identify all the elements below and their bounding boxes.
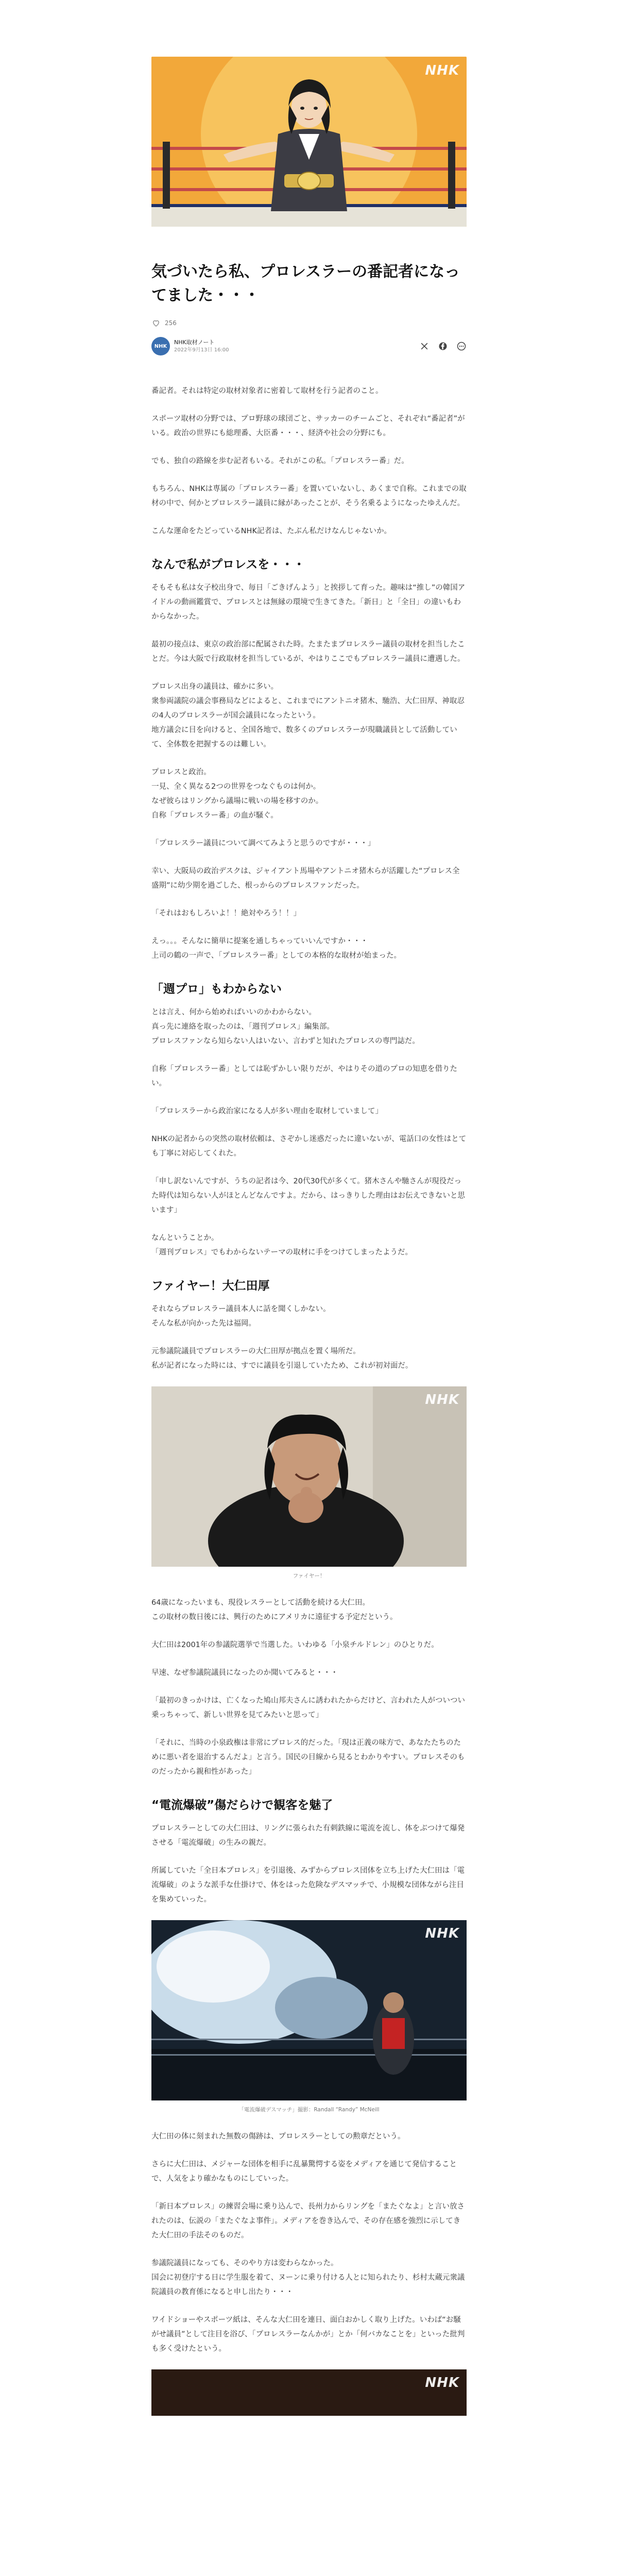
article-title: 気づいたら私、プロレスラーの番記者になってました・・・ [151,263,460,304]
paragraph: でも、独自の路線を歩む記者もいる。それがこの私。「プロレスラー番」だ。 [151,457,409,465]
hero-illustration [151,57,467,227]
photo-deathmatch-caption: 「電流爆破デスマッチ」撮影：Randall “Randy” McNeill [238,2107,380,2113]
paragraph: 自称「プロレスラー番」としては恥ずかしい限りだが、やはりその道のプロの知恵を借りたい。 [151,1065,458,1088]
fire-section [151,1302,467,1373]
paragraph: 参議院議員になっても、そのやり方は変わらなかった。 国会に初登庁する日に学生服を着て、ヌーンに乗り付ける人とに知られたり、杉村太蔵元衆議院議員の教育係になると申し出たり・・・ [151,2259,465,2296]
article-body [151,384,467,2421]
nhk-logo-photo3: NHK [425,2375,459,2391]
paragraph: もちろん、NHKは専属の「プロレスラー番」を置いていないし、あくまで自称。これまでの取材の中で、何かとプロレスラー議員に縁があったことが、そう名乗るようになったゆえんだ。 [151,485,467,507]
paragraph: そもそも私は女子校出身で、毎日「ごきげんよう」と挨拶して育った。趣味は“推し”の韓国アイドルの動画鑑賞で、プロレスとは無縁の環境で生きてきた。「新日」と「全日」の違いもわからなかった。 [151,584,466,621]
paragraph: 大仁田は2001年の参議院選挙で当選した。いわゆる「小泉チルドレン」のひとりだ。 [151,1641,439,1649]
paragraph: さらに大仁田は、メジャーな団体を相手に乱暴驚愕する姿をメディアを通じて発信することで、人気をより確かなものにしていった。 [151,2160,457,2183]
fire2-section [151,1596,467,1779]
publish-date: 2022年9月13日 16:00 [174,347,229,353]
heading-bakuha: “電流爆破”傷だらけで観客を魅了 [151,1799,333,1812]
paragraph: NHKの記者からの突然の取材依頼は、さぞかし迷惑だったに違いないが、電話口の女性はとても丁寧に対応してくれた。 [151,1135,467,1158]
nhk-logo-photo: NHK [425,1392,459,1408]
photo-onita [151,1386,467,1567]
paragraph: プロレスラーとしての大仁田は、リングに張られた有刺鉄線に電流を流し、体をぶつけて爆発させる「電流爆破」の生みの親だ。 [151,1824,465,1847]
paragraph: 最初の接点は、東京の政治部に配属された時。たまたまプロレスラー議員の取材を担当したことだ。今は大阪で行政取材を担当しているが、やはりここでもプロレスラー議員に遭遇した。 [151,640,465,663]
nhk-logo: NHK [425,63,459,78]
why-section [151,581,467,963]
paragraph: 「新日本プロレス」の練習会場に乗り込んで、長州力からリングを「またぐなよ」と言い放されたのは、伝説の「またぐなよ事件」。メディアを巻き込んで、その存在感を強烈に示してきた大仁田の手法そのものだ。 [151,2202,465,2240]
paragraph: 64歳になったいまも、現役レスラーとして活動を続ける大仁田。 この取材の数日後には、興行のためにアメリカに遠征する予定だという。 [151,1599,398,1621]
facebook-share-icon[interactable] [438,341,448,351]
paragraph: それならプロレスラー議員本人に話を聞くしかない。 そんな私が向かった先は福岡。 [151,1305,331,1328]
like-row [151,318,467,328]
more-options-icon[interactable] [456,341,467,351]
paragraph: 「プロレスラーから政治家になる人が多い理由を取材していまして」 [151,1107,383,1115]
paragraph: 早速、なぜ参議院議員になったのか聞いてみると・・・ [151,1669,338,1677]
heading-shupuro: 「週プロ」もわからない [151,982,282,996]
paragraph: 番記者。それは特定の取材対象者に密着して取材を行う記者のこと。 [151,387,383,395]
author-row [151,335,467,358]
heart-icon[interactable] [151,318,161,328]
paragraph: えっ。。。そんなに簡単に提案を通しちゃっていいんですか・・・ 上司の鶴の一声で、「プロレスラー番」としての本格的な取材が始まった。 [151,937,402,960]
heading-fire: ファイヤー！大仁田厚 [151,1279,270,1293]
shupuro-section [151,1005,467,1260]
x-share-icon[interactable] [419,341,430,351]
paragraph: スポーツ取材の分野では、プロ野球の球団ごと、サッカーのチームごと、それぞれ“番記者”がいる。政治の世界にも総理番、大臣番・・・、経済や社会の分野にも。 [151,415,465,437]
paragraph: なんということか。 「週刊プロレス」でもわからないテーマの取材に手をつけてしまったようだ。 [151,1234,413,1257]
like-count: 256 [165,319,177,327]
author-name[interactable]: NHK取材ノート [174,339,215,346]
paragraph: こんな運命をたどっているNHK記者は、たぶん私だけなんじゃないか。 [151,527,391,535]
paragraph: プロレスと政治。 一見、全く異なる2つの世界をつなぐものは何か。 なぜ彼らはリングから議場に戦いの場を移すのか。 自称「プロレスラー番」の血が騒ぐ。 [151,768,323,820]
photo-deathmatch [151,1920,467,2100]
author-avatar[interactable]: NHK [151,337,170,355]
paragraph: 「プロレスラー議員について調べてみようと思うのですが・・・」 [151,839,375,848]
paragraph: 大仁田の体に刻まれた無数の傷跡は、プロレスラーとしての勲章だという。 [151,2132,405,2141]
paragraph: プロレス出身の議員は、確かに多い。 衆参両議院の議会事務局などによると、これまでにアントニオ猪木、馳浩、大仁田厚、神取忍の4人のプロレスラーが国会議員になったという。 地方議会に目を向けると、全国各地で、数多くのプロレスラーが現職議員として活動していて、全体数を把握するのは難しい。 [151,683,465,749]
nhk-logo-photo2: NHK [425,1926,459,1941]
onita-portrait-image [151,1386,467,1567]
paragraph: とは言え、何から始めればいいのかわからない。 真っ先に連絡を取ったのは、「週刊プロレス」編集部。 プロレスファンなら知らない人はいない、言わずと知れたプロレスの専門誌だ。 [151,1008,420,1045]
paragraph: ワイドショーやスポーツ紙は、そんな大仁田を連日、面白おかしく取り上げた。いわば“お騒がせ議員”として注目を浴び、「プロレスラーなんかが」とか「何バカなことを」といった批判も多く受けたという。 [151,2316,465,2353]
deathmatch-explosion-image [151,1920,467,2100]
paragraph: 「それはおもしろいよ！！絶対やろう！！」 [151,909,301,918]
share-buttons [419,341,467,351]
photo-onita-caption: ファイヤー！ [293,1573,325,1579]
paragraph: 所属していた「全日本プロレス」を引退後、みずからプロレス団体を立ち上げた大仁田は「電流爆破」のような派手な仕掛けで、体をはった危険なデスマッチで、小規模な団体ながら注目を集めていった。 [151,1867,465,1904]
intro-section [151,384,467,538]
bakuha2-section [151,2129,467,2356]
paragraph: 「最初のきっかけは、亡くなった鳩山邦夫さんに誘われたからだけど、言われた人がついつい乗っちゃって、新しい世界を見てみたいと思って」 [151,1697,465,1719]
bakuha-section [151,1821,467,1907]
heading-why: なんで私がプロレスを・・・ [151,558,305,571]
paragraph: 「それに、当時の小泉政権は非常にプロレス的だった。「現は正義の味方で、あなたたちのために悪い者を退治するんだよ」と言う。国民の目線から見るとわかりやすい。プロレスそのものだったから親和性があった」 [151,1739,465,1776]
wrestler-reporter-illustration [151,57,467,227]
photo-next [151,2369,467,2416]
paragraph: 「申し訳ないんですが、うちの記者は今、20代30代が多くて。猪木さんや馳さんが現役だった時代は知らない人がほとんどなんですよ。だから、はっきりした理由はお伝えできないと思います」 [151,1177,465,1214]
paragraph: 元参議院議員でプロレスラーの大仁田厚が拠点を置く場所だ。 私が記者になった時には、すでに議員を引退していたため、これが初対面だ。 [151,1347,413,1370]
paragraph: 幸い、大阪局の政治デスクは、ジャイアント馬場やアントニオ猪木らが活躍した“プロレス全盛期”に幼少期を過ごした、根っからのプロレスファンだった。 [151,867,460,890]
